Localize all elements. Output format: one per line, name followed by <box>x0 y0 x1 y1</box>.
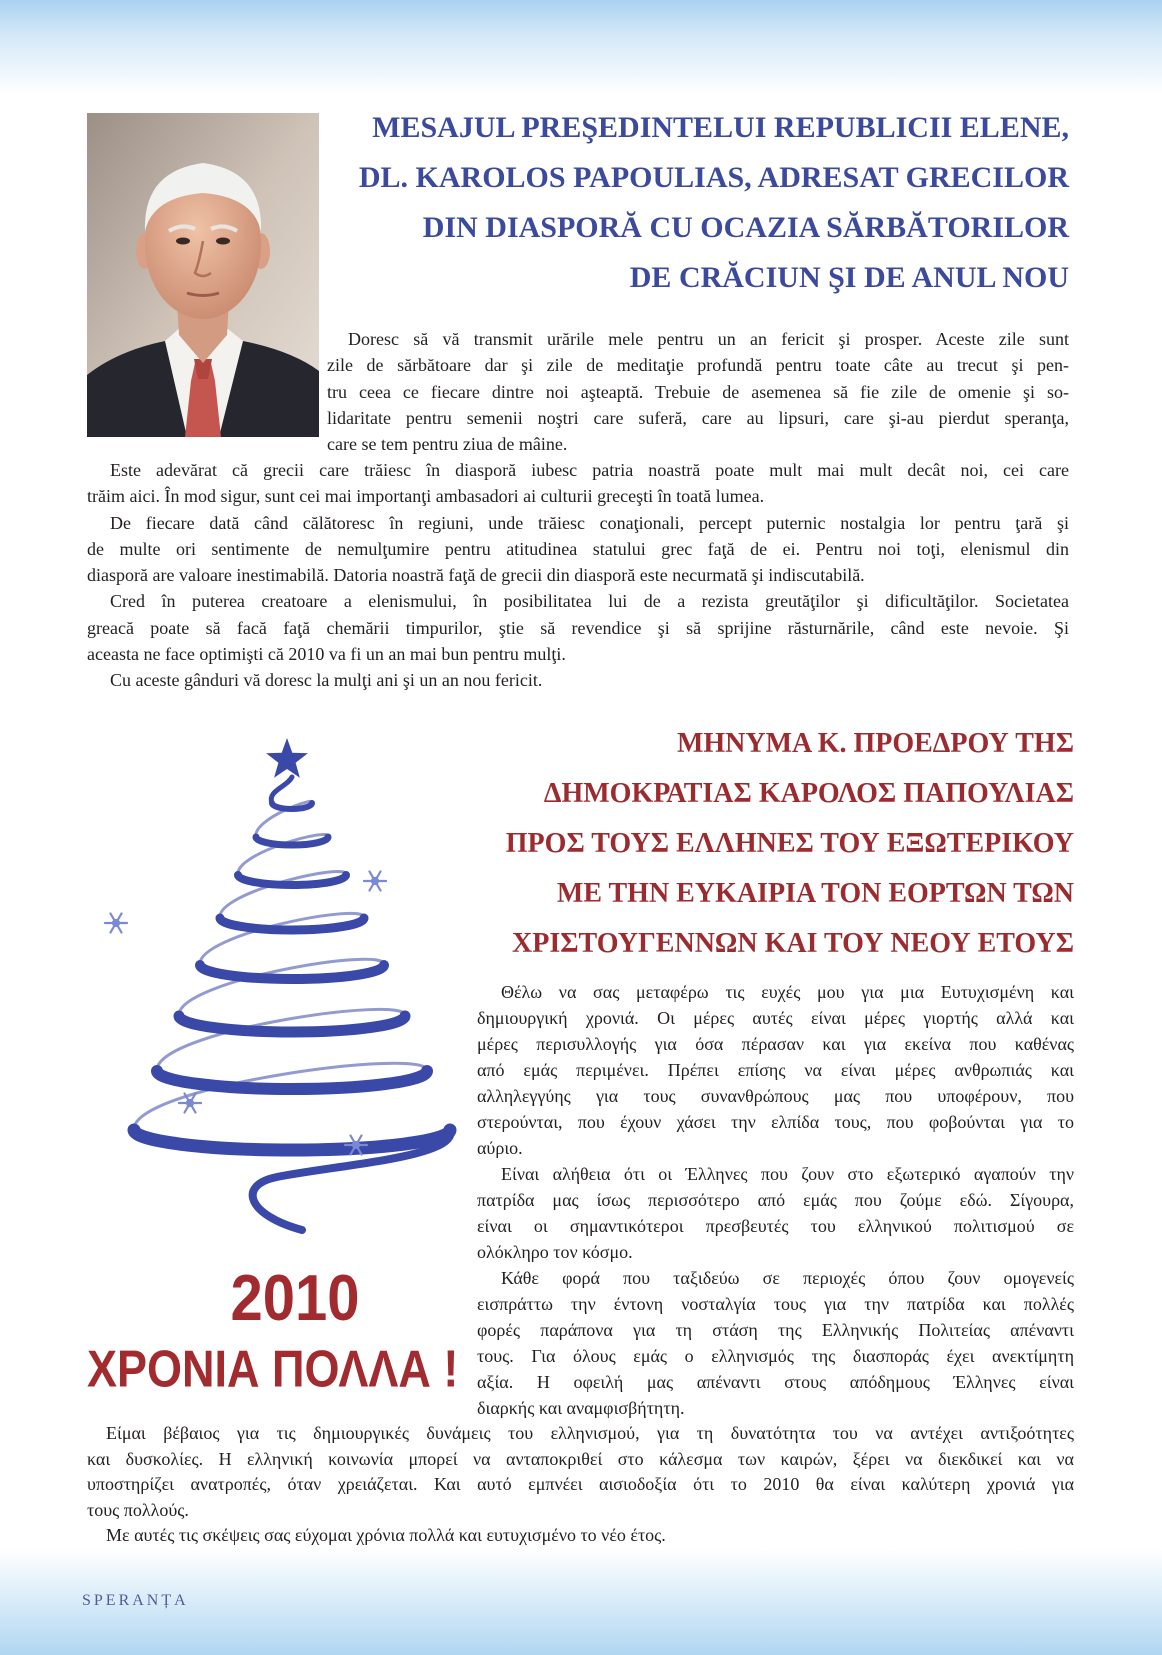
title-line: MESAJUL PREŞEDINTELUI REPUBLICII ELENE, <box>372 111 1069 144</box>
text-line: στερούνται, που έχουν χάσει την ελπίδα τους, που φοβούνται για το <box>477 1112 1074 1132</box>
footer-magazine-name: SPERANȚA <box>82 1592 189 1609</box>
paragraph <box>327 326 1069 457</box>
christmas-tree-illustration <box>87 725 477 1245</box>
text-line: Είναι αλήθεια ότι οι Έλληνες που ζουν στο εξωτερικό αγαπούν την <box>501 1164 1074 1184</box>
text-line: diasporă are valoare inestimabilă. Datoria noastră faţă de grecii din diasporă este necurmată şi indiscutabilă. <box>87 565 865 586</box>
title-line: ΔΗΜΟΚΡΑΤΙΑΣ ΚΑΡΟΛΟΣ ΠΑΠΟΥΛΙΑΣ <box>543 778 1074 809</box>
text-line: είναι οι σημαντικότεροι πρεσβευτές του ελληνικού πολιτισμού σε <box>477 1216 1074 1236</box>
title-line: DE CRĂCIUN ŞI DE ANUL NOU <box>629 261 1069 294</box>
text-line: De fiecare dată când călătoresc în regiuni, unde trăiesc conaţionali, percept puternic nostalgia lor pentru ţară şi <box>110 512 1069 533</box>
text-line: πατρίδα μας ίσως περισσότερο από εμάς που ζούμε εδώ. Σίγουρα, <box>477 1190 1074 1210</box>
text-line: care se tem pentru ziua de mâine. <box>327 434 568 455</box>
tree-ribbon-front <box>134 1130 450 1150</box>
text-line: lidaritate pentru semenii noştri care suferă, care au lipsuri, care şi-au pierdut speranţa, <box>327 407 1069 428</box>
title-line: DIN DIASPORĂ CU OCAZIA SĂRBĂTORILOR <box>422 211 1069 244</box>
paragraph <box>477 979 1074 1161</box>
greek-title <box>506 719 1074 969</box>
title-line: ΜΗΝΥΜΑ Κ. ΠΡΟΕΔΡΟΥ ΤΗΣ <box>676 728 1074 759</box>
snowflake-icon <box>364 872 386 891</box>
text-line: αλληλεγγύης για τους συνανθρώπους μας που υποφέρουν, που <box>477 1086 1074 1106</box>
paragraph <box>87 588 1069 667</box>
text-line: υποστηρίζει ανατροπές, όταν χρειάζεται. Και αυτό εμπνέει αισιοδοξία ότι το 2010 θα είναι καλύτερη χρονιά για <box>87 1474 1074 1495</box>
text-line: και δυσκολίες. Η ελληνική κοινωνία μπορεί να ανταποκριθεί στο κάλεσμα των καιρών, ξέρει να διεκδικεί και να <box>87 1448 1074 1469</box>
text-line: Cred în puterea creatoare a elenismului, în posibilitatea lui de a rezista greutăţilor şi dificultăţilor. Societatea <box>110 591 1069 612</box>
text-line: φορές παράπονα για τη στάση της Ελληνικής Πολιτείας απέναντι <box>477 1320 1074 1340</box>
right-eye <box>216 238 230 245</box>
title-line: ΧΡΙΣΤΟΥΓΕΝΝΩΝ ΚΑΙ ΤΟΥ ΝΕΟΥ ΕΤΟΥΣ <box>512 928 1074 959</box>
text-line: tru ceea ce fiecare dintre noi aşteaptă. Trebuie de asemenea să fie zile de omenie şi so- <box>327 381 1069 402</box>
snowflake-icon <box>105 914 127 933</box>
left-eye <box>176 238 190 245</box>
paragraph <box>87 667 1069 693</box>
text-line: Cu aceste gânduri vă doresc la mulţi ani şi un an nou fericit. <box>110 670 543 691</box>
romanian-intro-text <box>327 326 1069 457</box>
text-line: Este adevărat că grecii care trăiesc în diasporă iubesc patria noastră poate mult mai mult decât noi, cei care <box>110 460 1069 480</box>
text-line: μέρες περισυλλογής για όσα πέρασαν και για εκείνα που καθένας <box>477 1034 1074 1054</box>
text-line: από εμάς περιμένει. Πρέπει επίσης να είναι μέρες ανθρωπιάς και <box>477 1060 1074 1080</box>
paragraph <box>87 457 1069 510</box>
star-icon <box>266 738 308 778</box>
text-line: Doresc să vă transmit urările mele pentru un an fericit şi prosper. Aceste zile sunt <box>348 329 1069 349</box>
text-line: Είμαι βέβαιος για τις δημιουργικές δυνάμεις του ελληνισμού, για τη δυνατότητα του να αντέχει αντιξοότητες <box>106 1423 1074 1443</box>
tree-ribbon-front <box>220 918 364 930</box>
text-line: τους πολλούς. <box>87 1499 189 1520</box>
greeting-year: 2010 <box>230 1261 360 1335</box>
text-line: εισπράττω την έντονη νοσταλγία τους για την πατρίδα και πολλές <box>477 1294 1074 1314</box>
text-line: Με αυτές τις σκέψεις σας εύχομαι χρόνια πολλά και ευτυχισμένο το νέο έτος. <box>106 1525 666 1546</box>
paragraph <box>87 510 1069 589</box>
title-line: DL. KAROLOS PAPOULIAS, ADRESAT GRECILOR <box>358 161 1069 194</box>
portrait-photo <box>87 113 319 437</box>
tree-ribbon-top <box>271 777 292 803</box>
text-line: αύριο. <box>477 1138 523 1158</box>
text-line: ολόκληρο τον κόσμο. <box>477 1242 633 1262</box>
text-line: de multe ori sentimente de nemulţumire pentru atitudinea statului grec faţă de ei. Pentru noi toţi, elenismul din <box>87 538 1069 559</box>
greek-body-text <box>87 1421 1074 1549</box>
title-line: ΠΡΟΣ ΤΟΥΣ ΕΛΛΗΝΕΣ ΤΟΥ ΕΞΩΤΕΡΙΚΟΥ <box>505 828 1074 859</box>
text-line: διαρκής και αναμφισβήτητη. <box>477 1398 685 1418</box>
romanian-title <box>359 103 1069 303</box>
text-line: δημιουργική χρονιά. Οι μέρες αυτές είναι μέρες γιορτής αλλά και <box>477 1008 1074 1028</box>
tree-ribbon-back <box>134 1063 427 1130</box>
paragraph <box>477 1161 1074 1265</box>
text-line: τους. Για όλους εμάς ο ελληνισμός της διασποράς έχει ανεκτίμητη <box>477 1346 1074 1366</box>
paragraph <box>87 1421 1074 1523</box>
paragraph <box>477 1265 1074 1421</box>
text-line: Κάθε φορά που ταξιδεύω σε περιοχές όπου ζουν ομογενείς <box>501 1268 1074 1288</box>
text-line: aceasta ne face optimişti că 2010 va fi un an mai bun pentru mulţi. <box>87 644 566 665</box>
greek-column-text <box>477 979 1074 1421</box>
text-line: αξία. Η οφειλή μας απέναντι στους απόδημους Έλληνες είναι <box>477 1372 1074 1392</box>
tree-ribbon-front <box>272 803 312 809</box>
text-line: zile de sărbătoare dar şi zile de meditaţie profundă pentru toate câte au trecut şi pen- <box>327 355 1069 376</box>
text-line: greacă poate să facă faţă chemării timpurilor, ştie să revendice şi să sprijine răsturnările, când este nevoie. Şi <box>87 617 1069 638</box>
paragraph <box>87 1523 1074 1549</box>
romanian-body-text <box>87 457 1069 694</box>
greeting-wish: ΧΡΟΝΙΑ ΠΟΛΛΑ ! <box>87 1339 459 1399</box>
text-line: trăim aici. În mod sigur, sunt cei mai importanţi ambasadori ai culturii greceşti în toată lumea. <box>87 486 765 507</box>
text-line: Θέλω να σας μεταφέρω τις ευχές μου για μια Ευτυχισμένη και <box>501 982 1074 1002</box>
title-line: ΜΕ ΤΗΝ ΕΥΚΑΙΡΙΑ ΤΟΝ ΕΟΡΤΩΝ ΤΩΝ <box>556 878 1074 909</box>
